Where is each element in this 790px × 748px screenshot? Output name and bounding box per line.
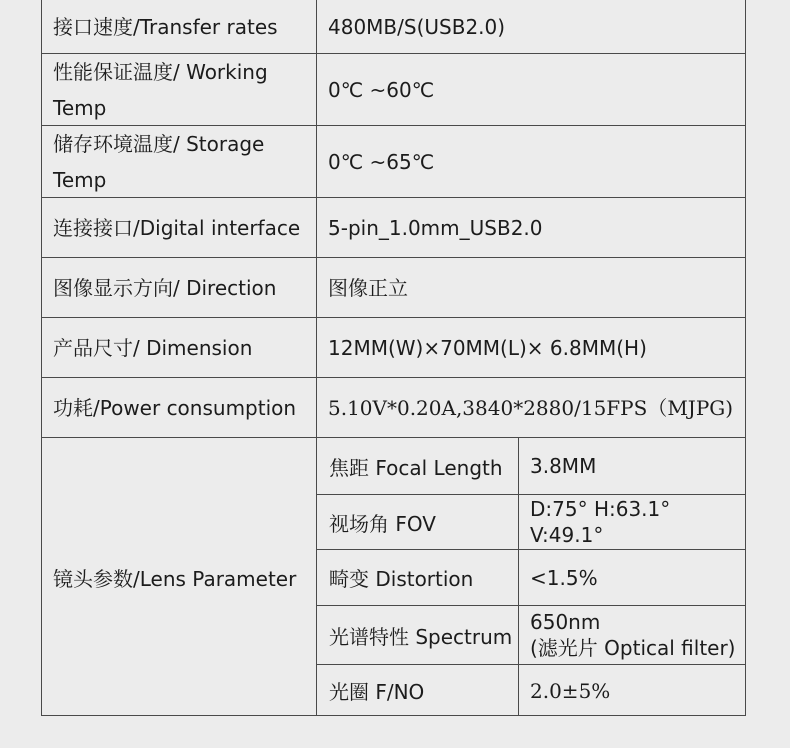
spec-row-storage-temp (42, 126, 745, 198)
lens-row-aperture (317, 665, 745, 716)
lens-param-key: 畸变 Distortion (317, 550, 519, 605)
spec-label: 连接接口/Digital interface (42, 198, 317, 257)
spec-value: 0℃ ~65℃ (328, 149, 435, 174)
lens-param-key: 光谱特性 Spectrum (317, 606, 519, 664)
spec-label: 图像显示方向/ Direction (42, 258, 317, 317)
lens-parameter-label: 镜头参数/Lens Parameter (42, 438, 317, 716)
spec-value: 12MM(W)×70MM(L)× 6.8MM(H) (328, 335, 647, 360)
lens-row-distortion (317, 550, 745, 606)
spec-row-dimension (42, 318, 745, 378)
lens-param-value: 2.0±5% (530, 678, 611, 703)
spec-label: 产品尺寸/ Dimension (42, 318, 317, 377)
spec-value: 5.10V*0.20A,3840*2880/15FPS（MJPG) (328, 395, 734, 420)
spec-row-transfer-rate (42, 0, 745, 54)
spec-label: 储存环境温度/ Storage Temp (42, 126, 317, 197)
spectrum-wavelength: 650nm (530, 610, 601, 634)
lens-row-fov (317, 495, 745, 550)
spec-row-digital-interface (42, 198, 745, 258)
lens-param-key: 焦距 Focal Length (317, 438, 519, 494)
spec-label: 性能保证温度/ Working Temp (42, 54, 317, 125)
spec-row-direction (42, 258, 745, 318)
spec-value: 5-pin_1.0mm_USB2.0 (328, 215, 543, 240)
lens-row-spectrum (317, 606, 745, 665)
spectrum-filter-note: (滤光片 Optical filter) (530, 636, 736, 660)
spec-row-working-temp (42, 54, 745, 126)
spec-value: 图像正立 (328, 275, 408, 300)
spec-label: 功耗/Power consumption (42, 378, 317, 437)
spec-value: 0℃ ~60℃ (328, 77, 435, 102)
spec-table (41, 0, 746, 716)
lens-row-focal-length (317, 438, 745, 495)
spec-value: 480MB/S(USB2.0) (328, 14, 506, 39)
lens-param-value: 3.8MM (530, 454, 597, 478)
lens-param-value (519, 606, 745, 664)
lens-param-key: 视场角 FOV (317, 495, 519, 549)
lens-param-value: D:75° H:63.1° V:49.1° (530, 497, 671, 547)
spec-row-power (42, 378, 745, 438)
spec-label: 接口速度/Transfer rates (42, 0, 317, 53)
lens-param-key: 光圈 F/NO (317, 665, 519, 716)
lens-param-value: <1.5% (530, 565, 598, 590)
